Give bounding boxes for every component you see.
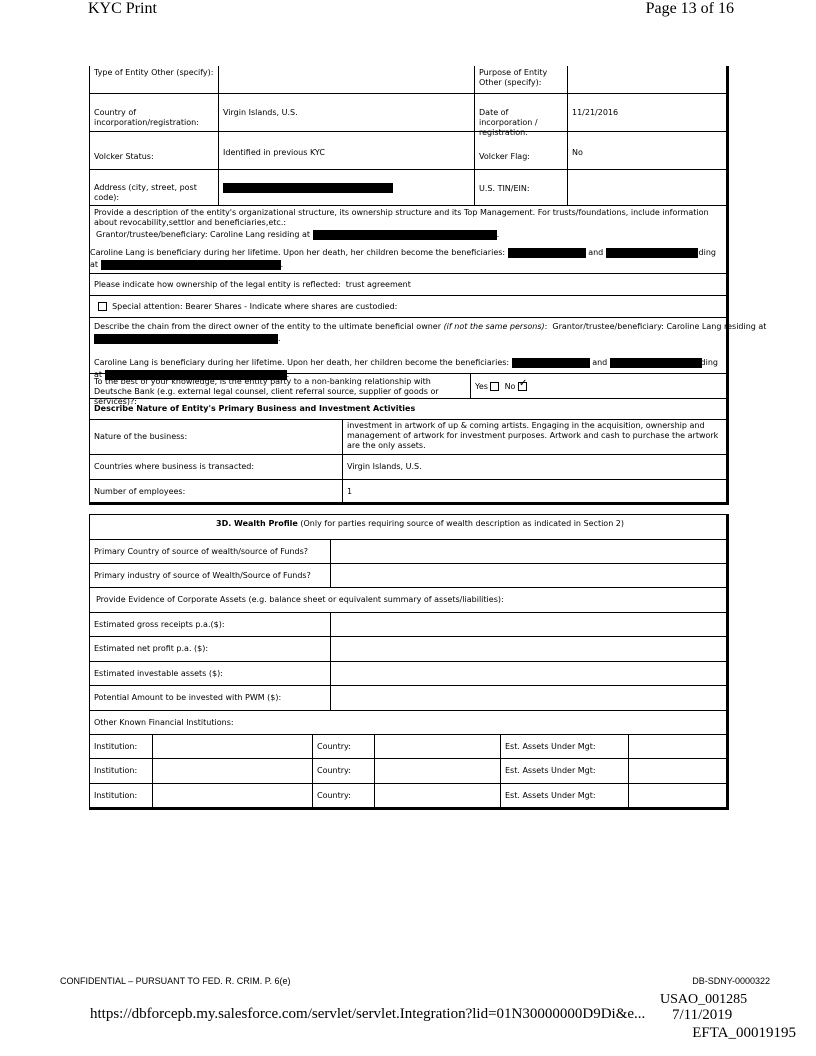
volcker-row (90, 132, 726, 170)
nonbank-row (90, 374, 726, 406)
redaction (223, 183, 393, 193)
inst-assets-value (628, 784, 726, 807)
yes-checkbox[interactable] (490, 382, 499, 391)
structure-line1: Grantor/trustee/beneficiary: Caroline Lang residing at . (96, 230, 500, 239)
chain-text: Describe the chain from the direct owner of the entity to the ultimate beneficial owner (if not the same persons): Grantor/trustee/beneficiary: Caroline Lang residing at (94, 322, 767, 331)
evidence-label: Provide Evidence of Corporate Assets (e.g. balance sheet or equivalent summary of assets/liabilities): (96, 595, 504, 604)
country-value: Virgin Islands, U.S. (218, 94, 474, 131)
print-date: 7/11/2019 (672, 1007, 733, 1023)
investable-row (90, 662, 726, 686)
nonbank-answer: Yes No ✓ (470, 374, 726, 398)
purpose-value (567, 66, 726, 93)
ownership-text: Please indicate how ownership of the legal entity is reflected: trust agreement (94, 280, 411, 289)
nonbank-prompt: To the best of your knowledge, is the entity party to a non-banking relationship with Deutsche Bank (e.g. external legal counsel, client referral source, supplier of goods or services)?: (94, 377, 439, 406)
type-row (90, 66, 726, 94)
inst-country-label: Country: (312, 784, 374, 807)
structure-row (90, 206, 726, 274)
potential-row (90, 686, 726, 711)
bearer-text: Special attention: Bearer Shares - Indicate where shares are custodied: (90, 296, 726, 314)
potential-value (330, 686, 726, 710)
wealth-section (89, 514, 729, 810)
inst-row (90, 759, 726, 784)
usao-number: USAO_001285 (660, 992, 748, 1007)
redaction (313, 230, 497, 240)
efta-number: EFTA_00019195 (692, 1025, 796, 1041)
wealth-country-label: Primary Country of source of wealth/source of Funds? (94, 547, 309, 556)
countries-label: Countries where business is transacted: (94, 462, 255, 471)
countries-row (90, 455, 726, 480)
nature-value: investment in artwork of up & coming artists. Engaging in the acquisition, ownership and management of artwork for investment purposes. Artwork and cash to purchase the artwork are the only assets. (342, 420, 726, 454)
inst-assets-label: Est. Assets Under Mgt: (500, 735, 628, 758)
gross-row (90, 613, 726, 637)
bates-number: DB-SDNY-0000322 (692, 976, 770, 986)
no-checkbox[interactable] (518, 382, 527, 391)
wealth-title-row (90, 515, 726, 540)
structure-line2: Caroline Lang is beneficiary during her lifetime. Upon her death, her children become the beneficiaries: and both residing (90, 248, 716, 257)
page-url: https://dbforcepb.my.salesforce.com/servlet/servlet.Integration?lid=01N30000000D9Di&e... (90, 1006, 646, 1022)
wealth-country-value (330, 540, 726, 563)
tin-label: U.S. TIN/EIN: (474, 170, 567, 205)
gross-value (330, 613, 726, 636)
wealth-country-row (90, 540, 726, 564)
chain-line2: Caroline Lang is beneficiary during her lifetime. Upon her death, her children become the beneficiaries: and both residing (94, 358, 718, 367)
date-label: Date of incorporation / registration: (474, 94, 567, 131)
type-value (218, 66, 474, 93)
wealth-industry-label: Primary industry of source of Wealth/Source of Funds? (94, 571, 311, 580)
inst-assets-value (628, 735, 726, 758)
bearer-row (90, 296, 726, 318)
inst-label: Institution: (94, 766, 138, 775)
employees-value: 1 (342, 480, 726, 502)
nature-heading-row (90, 399, 726, 420)
potential-label: Potential Amount to be invested with PWM ($): (94, 693, 282, 702)
chain-line3: at . (94, 370, 290, 379)
redaction (94, 334, 278, 344)
address-label: Address (city, street, post code): (94, 183, 197, 202)
net-row (90, 637, 726, 662)
inst-label: Institution: (94, 742, 138, 751)
nature-heading: Describe Nature of Entity's Primary Business and Investment Activities (94, 404, 416, 413)
header-title: KYC Print (88, 0, 157, 17)
net-value (330, 637, 726, 661)
volcker-flag-label: Volcker Flag: (474, 132, 567, 169)
chain-line1: . (90, 334, 726, 346)
gross-label: Estimated gross receipts p.a.($): (94, 620, 225, 629)
inst-assets-label: Est. Assets Under Mgt: (500, 784, 628, 807)
address-value (218, 170, 474, 205)
inst-value (152, 784, 312, 807)
inst-country-value (374, 759, 500, 783)
country-row (90, 94, 726, 137)
inst-row (90, 735, 726, 759)
wealth-title: 3D. Wealth Profile (Only for parties requiring source of wealth description as indicated in Section 2) (216, 519, 625, 528)
entity-section (89, 66, 767, 505)
inst-row (90, 784, 726, 807)
country-label: Country of incorporation/registration: (94, 108, 199, 127)
nature-label: Nature of the business: (94, 432, 188, 441)
inst-country-label: Country: (312, 735, 374, 758)
address-row (90, 170, 726, 206)
other-inst-row (90, 711, 726, 735)
inst-value (152, 759, 312, 783)
inst-country-label: Country: (312, 759, 374, 783)
nature-row (90, 420, 726, 455)
volcker-flag-value: No (567, 132, 726, 169)
inst-country-value (374, 784, 500, 807)
inst-label: Institution: (94, 791, 138, 800)
inst-assets-value (628, 759, 726, 783)
countries-value: Virgin Islands, U.S. (342, 455, 726, 479)
wealth-industry-value (330, 564, 726, 587)
purpose-label: Purpose of Entity Other (specify): (474, 66, 567, 93)
ownership-row (90, 274, 726, 296)
investable-label: Estimated investable assets ($): (94, 669, 223, 678)
investable-value (330, 662, 726, 685)
bearer-checkbox[interactable] (98, 302, 107, 311)
other-inst-label: Other Known Financial Institutions: (94, 718, 234, 727)
evidence-row (90, 588, 726, 613)
page-number: Page 13 of 16 (645, 0, 734, 17)
volcker-status-value: Identified in previous KYC (218, 132, 474, 169)
confidential-notice: CONFIDENTIAL – PURSUANT TO FED. R. CRIM. P. 6(e) (60, 976, 291, 986)
chain-row (90, 318, 767, 379)
inst-value (152, 735, 312, 758)
redaction (101, 260, 281, 270)
redaction (512, 358, 590, 368)
wealth-industry-row (90, 564, 726, 588)
inst-country-value (374, 735, 500, 758)
volcker-status-label: Volcker Status: (94, 152, 154, 161)
tin-value (567, 170, 726, 205)
type-label: Type of Entity Other (specify): (94, 68, 214, 77)
redaction (508, 248, 586, 258)
inst-assets-label: Est. Assets Under Mgt: (500, 759, 628, 783)
net-label: Estimated net profit p.a. ($): (94, 644, 209, 653)
structure-prompt: Provide a description of the entity's organizational structure, its ownership structure and its Top Management. For trusts/foundations, include information about revocability,settlor and beneficiaries,etc.: (94, 208, 709, 227)
structure-line3: at . (90, 260, 284, 269)
date-value: 11/21/2016 (567, 94, 726, 131)
employees-row (90, 480, 726, 502)
employees-label: Number of employees: (94, 487, 186, 496)
